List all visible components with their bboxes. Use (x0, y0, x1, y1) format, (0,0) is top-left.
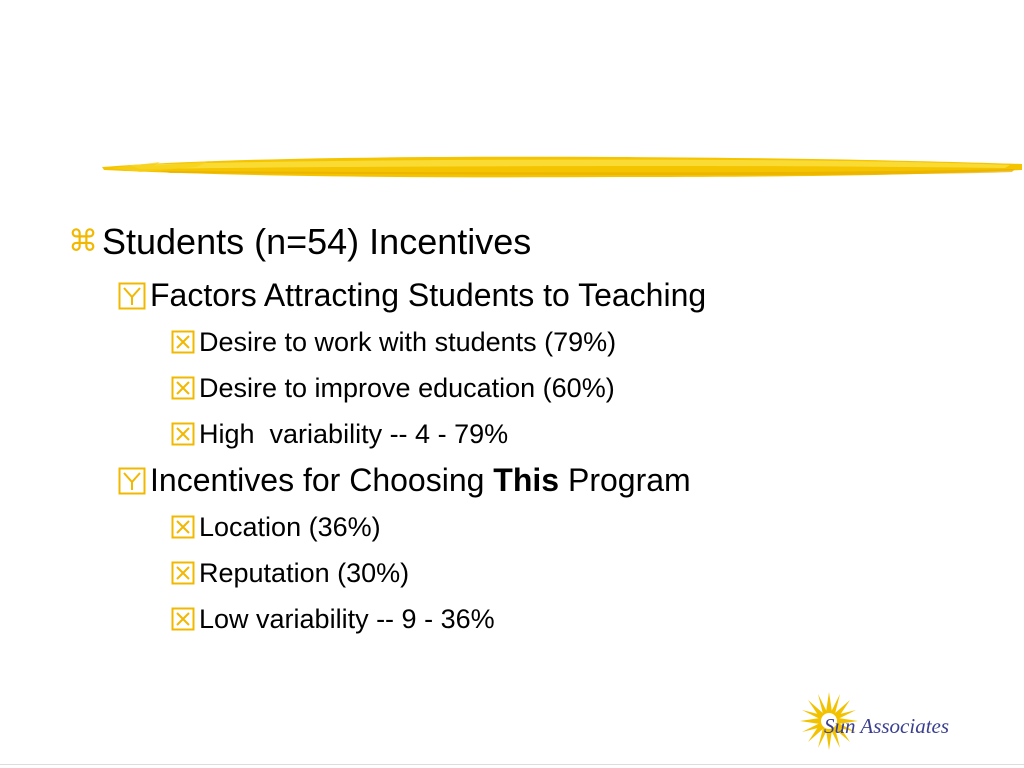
list-item-text: Reputation (30%) (199, 557, 410, 588)
checkbox-x-icon (166, 420, 199, 448)
list-item (64, 411, 984, 457)
checkbox-y-icon (114, 465, 150, 497)
list-item (64, 504, 984, 550)
heading-row (64, 218, 984, 266)
command-key-icon: ⌘ (68, 225, 98, 258)
checkbox-x-icon (166, 559, 199, 587)
logo-text: Sun Associates (824, 714, 950, 738)
bullet-list (64, 218, 984, 642)
list-item (64, 365, 984, 411)
list-item (64, 550, 984, 596)
brush-stroke-divider (100, 148, 1024, 188)
section-title-emphasis: This (493, 462, 560, 498)
sun-associates-logo (798, 690, 978, 750)
section-title-end: Program (559, 462, 691, 498)
checkbox-y-icon (114, 280, 150, 312)
checkbox-x-icon (166, 328, 199, 356)
checkbox-x-icon (166, 374, 199, 402)
footer-divider (0, 764, 1024, 765)
section-title-start: Incentives for Choosing (150, 462, 494, 498)
list-item (64, 319, 984, 365)
list-item-text: Location (36%) (199, 511, 381, 542)
checkbox-x-icon (166, 605, 199, 633)
section-title (150, 462, 691, 499)
section-title-row (64, 457, 984, 504)
section-title-row (64, 272, 984, 319)
list-item-text: Low variability -- 9 - 36% (199, 603, 495, 634)
list-item-text: Desire to improve education (60%) (199, 372, 615, 403)
list-item-text: High variability -- 4 - 79% (199, 418, 509, 449)
list-item-text: Desire to work with students (79%) (199, 326, 617, 357)
checkbox-x-icon (166, 513, 199, 541)
list-item (64, 596, 984, 642)
slide-heading: Students (n=54) Incentives (102, 221, 532, 262)
section-title: Factors Attracting Students to Teaching (150, 277, 707, 313)
